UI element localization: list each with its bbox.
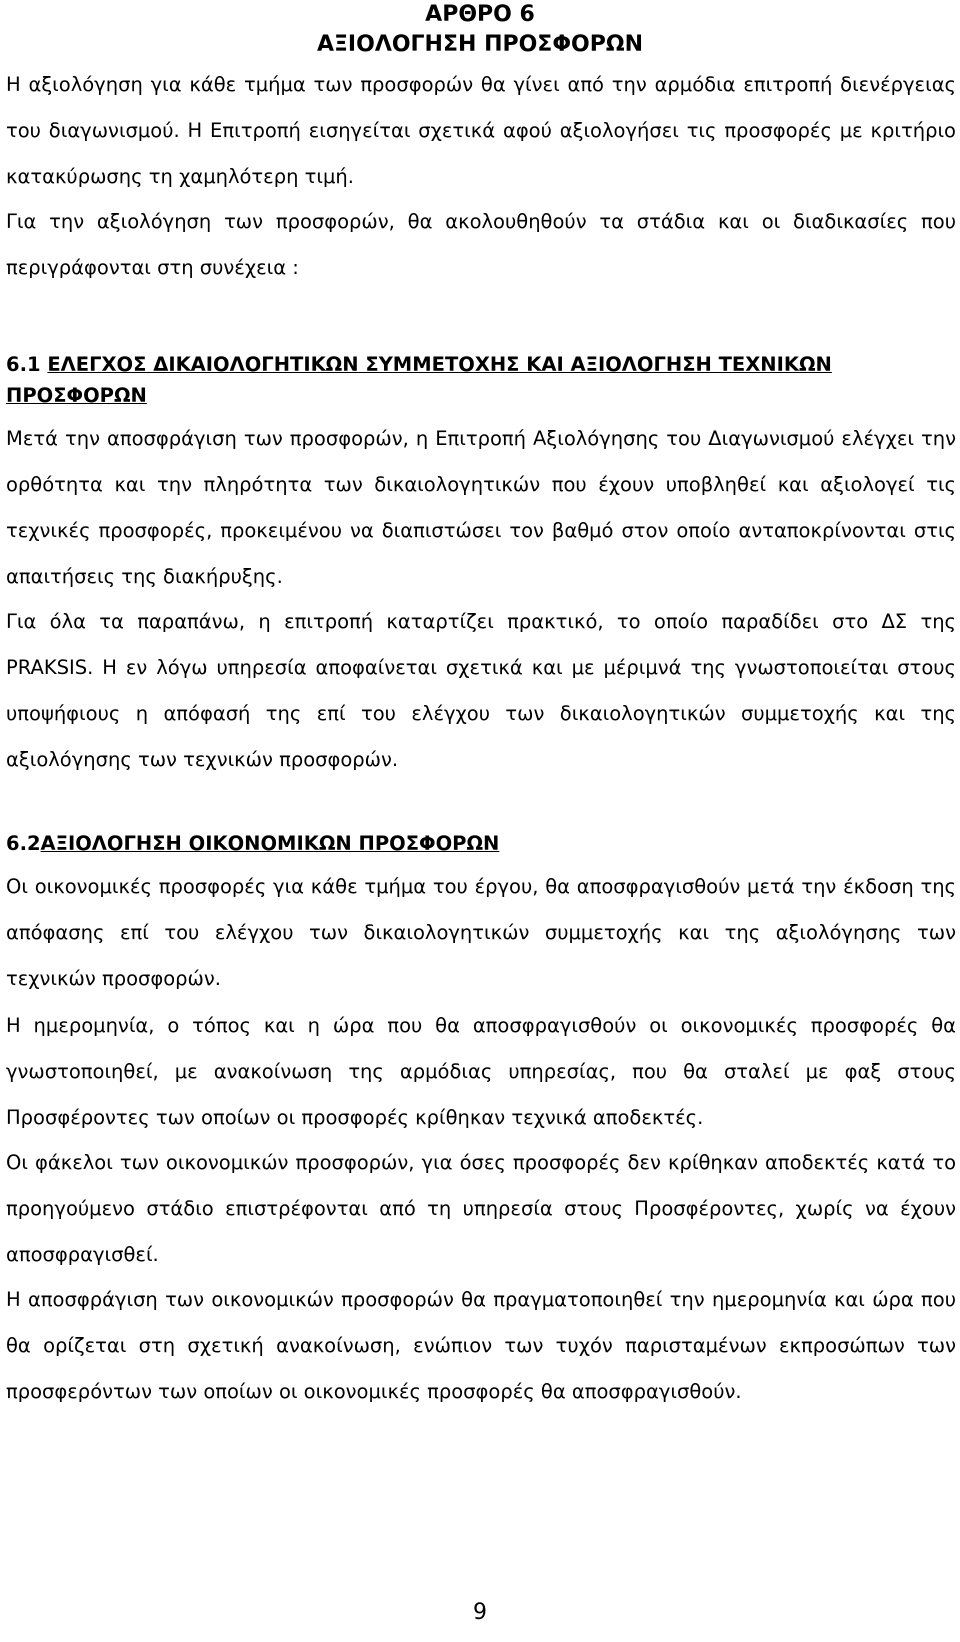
section-6-2-title: ΑΞΙΟΛΟΓΗΣΗ ΟΙΚΟΝΟΜΙΚΩΝ ΠΡΟΣΦΟΡΩΝ: [40, 832, 500, 855]
intro-paragraph-2: Για την αξιολόγηση των προσφορών, θα ακολουθηθούν τα στάδια και οι διαδικασίες που περιγράφονται στη συνέχεια :: [6, 210, 956, 279]
article-number: ΑΡΘΡΟ 6: [425, 2, 535, 27]
section-6-2-number: 6.2: [6, 832, 41, 855]
section-6-1-number: 6.1: [6, 353, 41, 376]
article-title: ΑΞΙΟΛΟΓΗΣΗ ΠΡΟΣΦΟΡΩΝ: [317, 32, 643, 57]
section-6-1-paragraph-2: Για όλα τα παραπάνω, η επιτροπή καταρτίζει πρακτικό, το οποίο παραδίδει στο ΔΣ της PRAKSIS. Η εν λόγω υπηρεσία αποφαίνεται σχετικά και με μέριμνά της γνωστοποιείται στους υποψήφιους η απόφασή της επί του ελέγχου των δικαιολογητικών συμμετοχής και της αξιολόγησης των τεχνικών προσφορών.: [6, 610, 956, 771]
article-heading: [0, 0, 960, 60]
section-6-2-paragraph-1: Οι οικονομικές προσφορές για κάθε τμήμα του έργου, θα αποσφραγισθούν μετά την έκδοση της απόφασης επί του ελέγχου των δικαιολογητικών συμμετοχής και της αξιολόγησης των τεχνικών προσφορών.: [6, 875, 956, 990]
intro-paragraph-1: Η αξιολόγηση για κάθε τμήμα των προσφορών θα γίνει από την αρμόδια επιτροπή διενέργειας του διαγωνισμού. Η Επιτροπή εισηγείται σχετικά αφού αξιολογήσει τις προσφορές με κριτήριο κατακύρωσης τη χαμηλότερη τιμή.: [6, 73, 956, 188]
page-number: 9: [473, 1600, 487, 1625]
section-6-1-title: ΕΛΕΓΧΟΣ ΔΙΚΑΙΟΛΟΓΗΤΙΚΩΝ ΣΥΜΜΕΤΟΧΗΣ ΚΑΙ ΑΞΙΟΛΟΓΗΣΗ ΤΕΧΝΙΚΩΝ ΠΡΟΣΦΟΡΩΝ: [6, 353, 832, 407]
section-6-2-paragraph-4: Η αποσφράγιση των οικονομικών προσφορών θα πραγματοποιηθεί την ημερομηνία και ώρα που θα ορίζεται στη σχετική ανακοίνωση, ενώπιον των τυχόν παρισταμένων εκπροσώπων των προσφερόντων των οποίων οι οικονομικές προσφορές θα αποσφραγισθούν.: [6, 1288, 956, 1403]
section-6-1-heading: [6, 349, 956, 411]
section-6-2-paragraph-2: Η ημερομηνία, ο τόπος και η ώρα που θα αποσφραγισθούν οι οικονομικές προσφορές θα γνωστοποιηθεί, με ανακοίνωση της αρμόδιας υπηρεσίας, που θα σταλεί με φαξ στους Προσφέροντες των οποίων οι προσφορές κρίθηκαν τεχνικά αποδεκτές.: [6, 1014, 956, 1129]
section-6-2-heading: [6, 828, 956, 859]
section-6-1-paragraph-1: Μετά την αποσφράγιση των προσφορών, η Επιτροπή Αξιολόγησης του Διαγωνισμού ελέγχει την ορθότητα και την πληρότητα των δικαιολογητικών που έχουν υποβληθεί και αξιολογεί τις τεχνικές προσφορές, προκειμένου να διαπιστώσει τον βαθμό στον οποίο ανταποκρίνονται στις απαιτήσεις της διακήρυξης.: [6, 427, 956, 588]
section-6-2-paragraph-3: Οι φάκελοι των οικονομικών προσφορών, για όσες προσφορές δεν κρίθηκαν αποδεκτές κατά το προηγούμενο στάδιο επιστρέφονται από τη υπηρεσία στους Προσφέροντες, χωρίς να έχουν αποσφραγισθεί.: [6, 1151, 956, 1266]
